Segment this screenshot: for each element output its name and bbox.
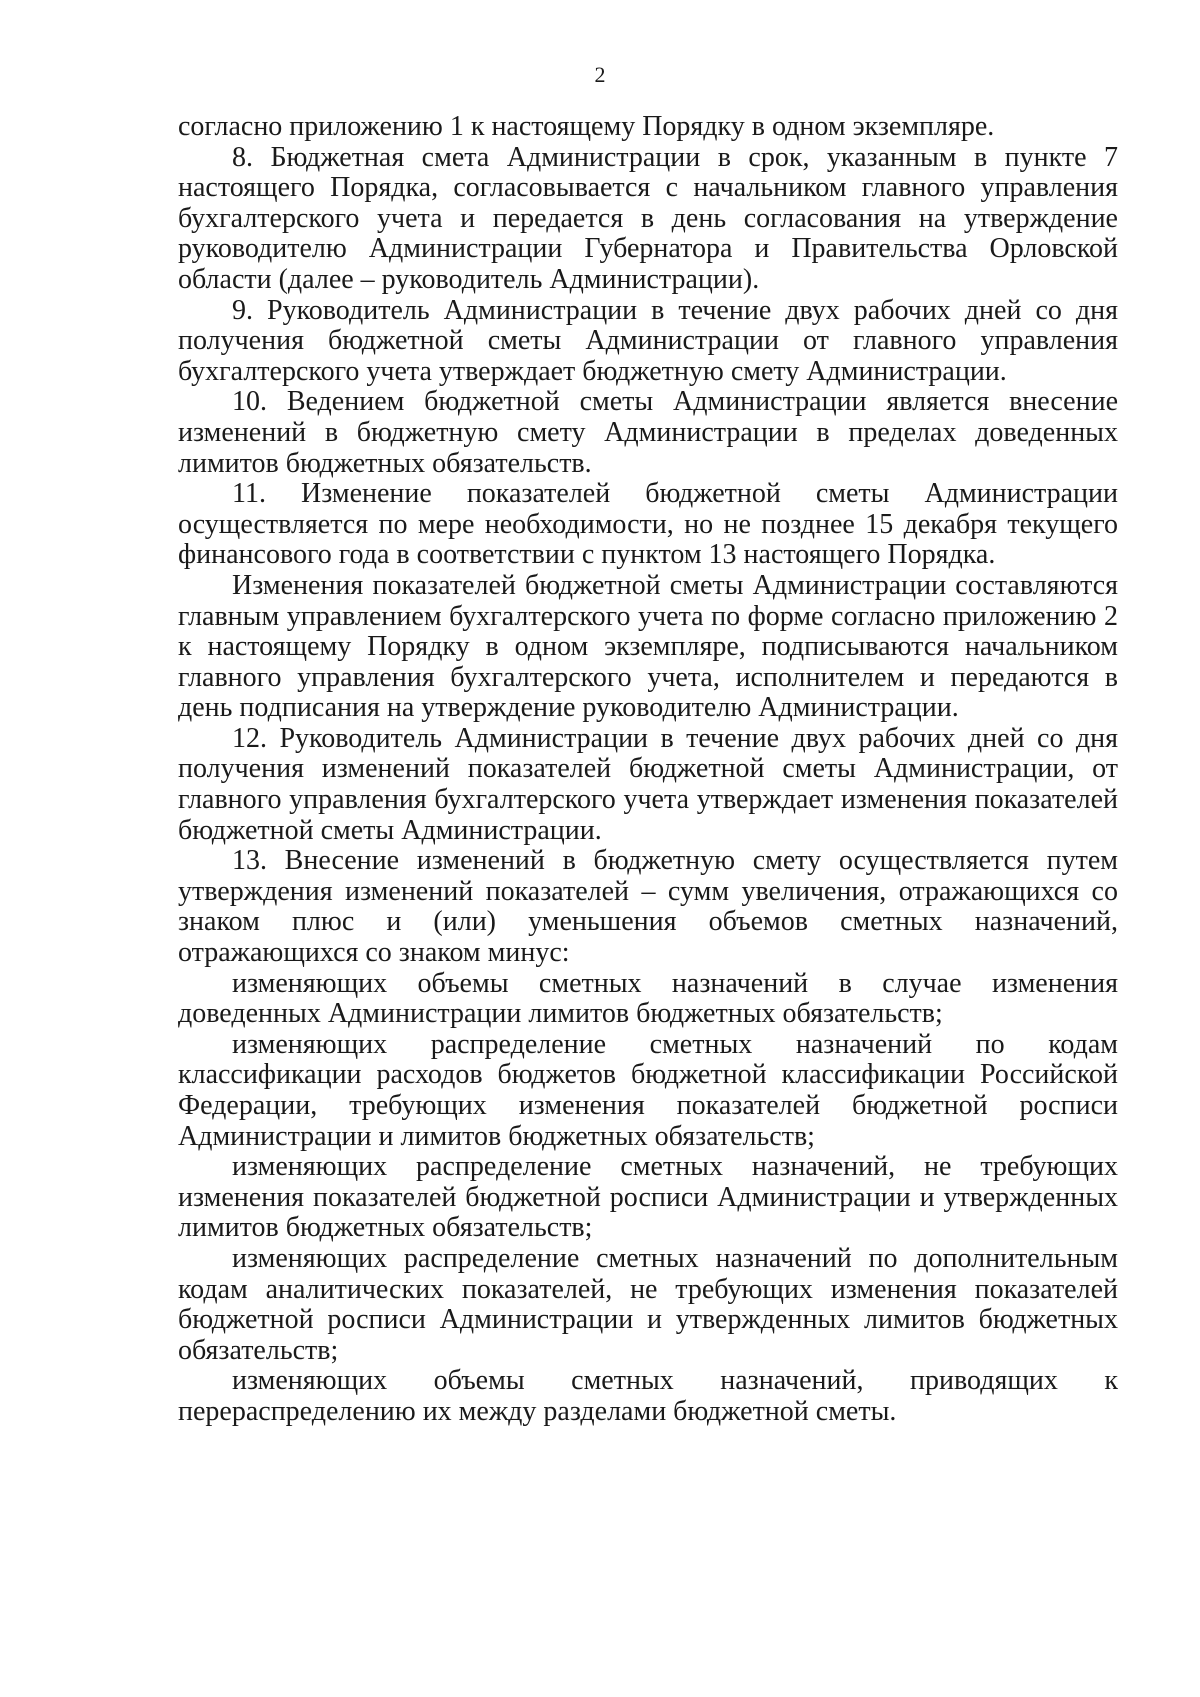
document-body xyxy=(178,112,1118,1428)
paragraph-item-9: 9. Руководитель Администрации в течение двух рабочих дней со дня получения бюджетной сметы Администрации от главного управления бухгалтерского учета утверждает бюджетную смету Администрации. xyxy=(178,294,1118,387)
page-number: 2 xyxy=(594,62,606,87)
list-item-case-1: изменяющих объемы сметных назначений в случае изменения доведенных Администрации лимитов бюджетных обязательств; xyxy=(178,967,1118,1030)
list-item-case-3: изменяющих распределение сметных назначений, не требующих изменения показателей бюджетной росписи Администрации и утвержденных лимитов бюджетных обязательств; xyxy=(178,1151,1118,1244)
list-item-case-5: изменяющих объемы сметных назначений, приводящих к перераспределению их между разделами бюджетной сметы. xyxy=(178,1365,1118,1427)
list-item-case-2: изменяющих распределение сметных назначений по кодам классификации расходов бюджетов бюджетной классификации Российской Федерации, требующих изменения показателей бюджетной росписи Администрации и лимитов бюджетных обязательств; xyxy=(178,1028,1118,1152)
paragraph-continuation: согласно приложению 1 к настоящему Порядку в одном экземпляре. xyxy=(178,111,995,142)
paragraph-item-8: 8. Бюджетная смета Администрации в срок, указанным в пункте 7 настоящего Порядка, согласовывается с начальником главного управления бухгалтерского учета и передается в день согласования на утверждение руководителю Администрации Губернатора и Правительства Орловской области (далее – руководитель Администрации). xyxy=(178,141,1118,295)
paragraph-item-12: 12. Руководитель Администрации в течение двух рабочих дней со дня получения изменений показателей бюджетной сметы Администрации, от главного управления бухгалтерского учета утверждает изменения показателей бюджетной сметы Администрации. xyxy=(178,722,1118,846)
paragraph-item-11-changes: Изменения показателей бюджетной сметы Администрации составляются главным управлением бухгалтерского учета по форме согласно приложению 2 к настоящему Порядку в одном экземпляре, подписываются начальником главного управления бухгалтерского учета, исполнителем и передаются в день подписания на утверждение руководителю Администрации. xyxy=(178,569,1118,724)
list-item-case-4: изменяющих распределение сметных назначений по дополнительным кодам аналитических показателей, не требующих изменения показателей бюджетной росписи Администрации и утвержденных лимитов бюджетных обязательств; xyxy=(178,1242,1118,1366)
paragraph-item-13: 13. Внесение изменений в бюджетную смету осуществляется путем утверждения изменений показателей – сумм увеличения, отражающихся со знаком плюс и (или) уменьшения объемов сметных назначений, отражающихся со знаком минус: xyxy=(178,845,1118,969)
paragraph-item-10: 10. Ведением бюджетной сметы Администрации является внесение изменений в бюджетную смету Администрации в пределах доведенных лимитов бюджетных обязательств. xyxy=(178,386,1118,479)
paragraph-item-11: 11. Изменение показателей бюджетной сметы Администрации осуществляется по мере необходимости, но не позднее 15 декабря текущего финансового года в соответствии с пунктом 13 настоящего Порядка. xyxy=(178,478,1118,571)
